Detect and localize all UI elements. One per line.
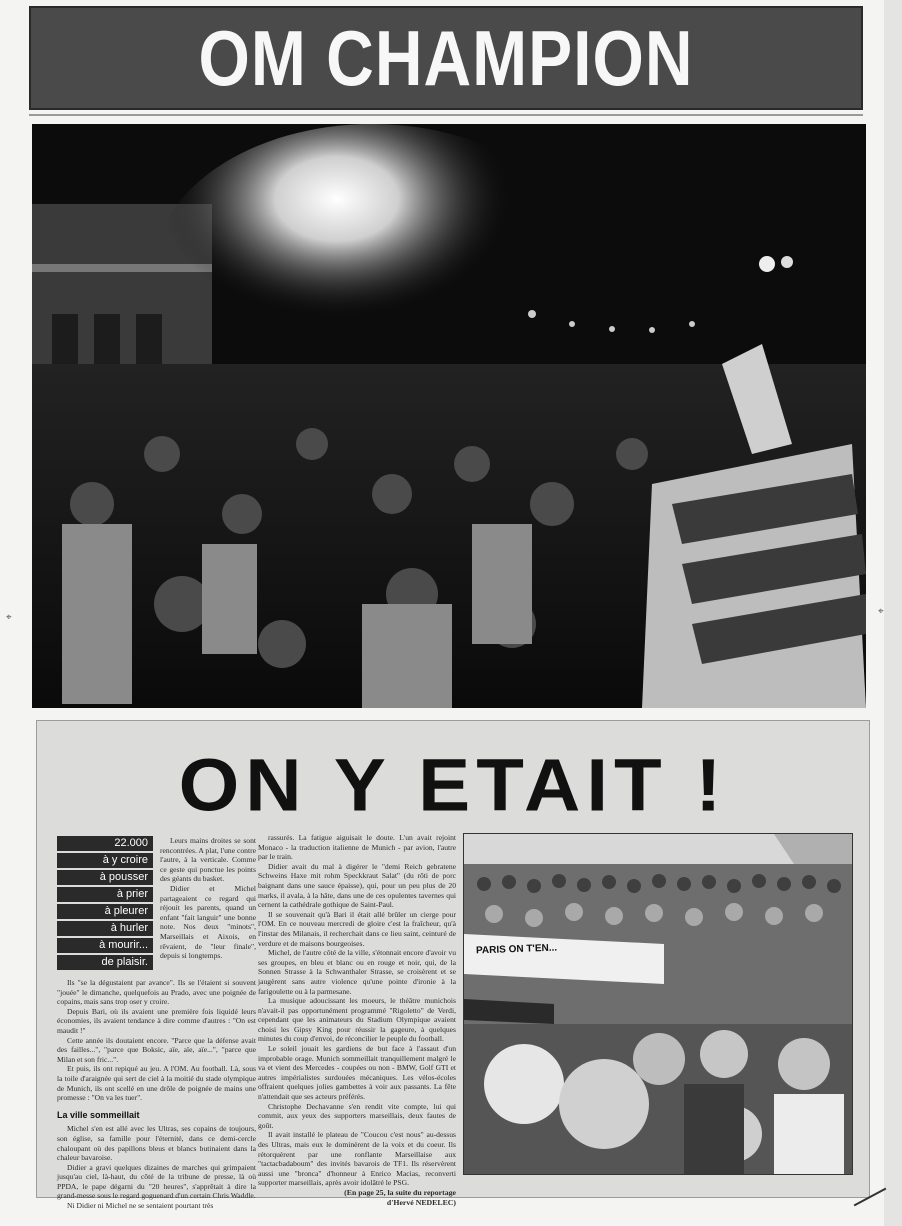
credit-line: d'Hervé NEDELEC) [386, 1197, 456, 1207]
masthead [29, 6, 863, 110]
paragraph: Depuis Bari, où ils avaient une première fois liquidé leurs économies, ils avaient tendance à dire comme d'autres : "On est maudit !" [57, 1006, 256, 1035]
words-box-line: à y croire [57, 853, 153, 868]
paragraph: Michel, de l'autre côté de la ville, s'étonnait encore d'avoir vu ses groupes, en bleu et blanc ou en rouge et noir, qui, de la Sonnen Strasse à la Schwanthaler Strasse, se croisèrent et se jaugèrent sans autre violence qu'une pointe d'ironie à la farigoulette ou à la parmesane. [258, 948, 456, 996]
paragraph: Didier et Michel partageaient ce regard qui réjouit les parents, quand un enfant "fait languir" une bonne note. Nos deux "minots", Marseillais et Aixois, en rêvaient, de "leur finale", depuis si longtemps. [160, 883, 256, 961]
words-box-line: de plaisir. [57, 955, 153, 970]
paragraph: Et puis, ils ont repiqué au jeu. A l'OM. Au football. Là, sous la toile d'araignée qui sert de ciel à la moitié du stade olympique de Munich, ils ont scellé en une drôle de poignée de mains une promesse : "On va les tuer". [57, 1064, 256, 1103]
words-box-line: à prier [57, 887, 153, 902]
article-column-1 [57, 978, 256, 1211]
paragraph: La musique adoucissant les moeurs, le théâtre munichois n'avait-il pas opportunément programmé "Rigoletto" de Verdi, cependant que les animateurs du Stadium Olympique avaient choisi les Gipsy King pour réussir la gageure, à quelques minutes du coup d'envoi, de réconcilier le peuple du football. [258, 996, 456, 1044]
words-box-line: à hurler [57, 921, 153, 936]
paragraph: Christophe Dechavanne s'en rendit vite compte, lui qui commit, aux yeux des supporters marseillais, deux fautes de goût. [258, 1101, 456, 1130]
words-box [57, 836, 153, 972]
subheading: La ville sommeillait [57, 1109, 140, 1120]
headline: OM CHAMPION [198, 14, 694, 102]
paragraph: Le soleil jouait les gardiens de but face à l'assaut d'un improbable orage. Munich sommeillait tranquillement malgré le va et vient des Mercedes - coupées ou non - BMW, Golf GTI et autres impérialistes surdouées mécaniques. Les vélos-écoles offraient quelques jolies gambettes à voir aux passants. La fête n'attendait que ses acteurs préférés. [258, 1044, 456, 1102]
page-edge [884, 0, 902, 1226]
registration-mark: ⌖ [878, 606, 884, 617]
paragraph: Ni Didier ni Michel ne se sentaient pourtant très [67, 1201, 214, 1211]
paragraph: rassurés. La fatigue aiguisait le doute. L'un avait rejoint Monaco - la traduction italienne de Munich - par avion, l'autre par le train. [258, 833, 456, 862]
fan-banner-text: PARIS ON T'EN... [475, 942, 558, 957]
paragraph: Leurs mains droites se sont rencontrées. A plat, l'une contre l'autre, à la verticale. Comme ce geste qui ponctue les points des géants du basket. [160, 836, 256, 884]
paragraph: Ils "se la dégustaient par avance". Ils se l'étaient si souvent "jouée" le dimanche, quelquefois au Prado, avec une poignée de copains, mais sans trop oser y croire. [57, 978, 256, 1007]
words-box-line: à pleurer [57, 904, 153, 919]
divider [29, 114, 863, 116]
paragraph: Michel s'en est allé avec les Ultras, ses copains de toujours, son église, sa famille pour l'éternité, dans ce demi-cercle chaloupant où des papillons bleus et blancs butinaient dans la chaleur bavaroise. [57, 1124, 256, 1163]
article-column-1-top [160, 836, 256, 961]
words-box-line: à mourir... [57, 938, 153, 953]
paragraph: Didier avait du mal à digérer le "demi Reich gebratene Schweins Haxe mit rohm Speckkraut Salat" (du rôti de porc baignant dans une sauce épaisse), qui, pour un peu plus de 20 marks, il avala, à la hâte, dans une de ces opulentes tavernes qui cernent la cathédrale gothique de Saint-Paul. [258, 861, 456, 910]
words-box-line: à pousser [57, 870, 153, 885]
paragraph: Cette année ils doutaient encore. "Parce que la défense avait des failles...", "parce que Boksic, aïe, aïe, aïe...", "parce que Milan et son fric...". [57, 1035, 256, 1064]
credit-line: (En page 25, la suite du reportage [344, 1187, 456, 1197]
celebration-photo [32, 124, 866, 708]
paragraph: Il avait installé le plateau de "Coucou c'est nous" au-dessus des Ultras, mais eux le dominèrent de la voix et du coeur. Ils rétorquèrent par une ronflante Marseillaise aux "tactacbadaboum" des invités bavarois de TF1. Ils réservèrent aussi une "bronca" d'honneur à Enrico Macias, reconverti supporter marseillais, après avoir idolâtré le PSG. [258, 1130, 456, 1188]
words-box-line: 22.000 [57, 836, 153, 851]
registration-mark: ⌖ [6, 612, 12, 623]
fans-photo [463, 833, 853, 1175]
paragraph: Il se souvenait qu'à Bari il était allé brûler un cierge pour l'OM. En ce nouveau mercredi de gloire c'est la fraîcheur, qu'à l'instar des Milanais, il recherchait dans ce lieu saint, ceinturé de verdure et de maisons bourgeoises. [258, 909, 456, 948]
article-title: ON Y ETAIT ! [178, 743, 728, 827]
paragraph: Didier a gravi quelques dizaines de marches qui grimpaient jusqu'au ciel, là-haut, du côté de la tribune de presse, là où PPDA, le pape dégarni du "20 heures", s'apprêtait à dire la grand-messe sous le regard goguenard d'un certain Chris Waddle. [57, 1162, 256, 1201]
article-column-2 [258, 833, 456, 1207]
